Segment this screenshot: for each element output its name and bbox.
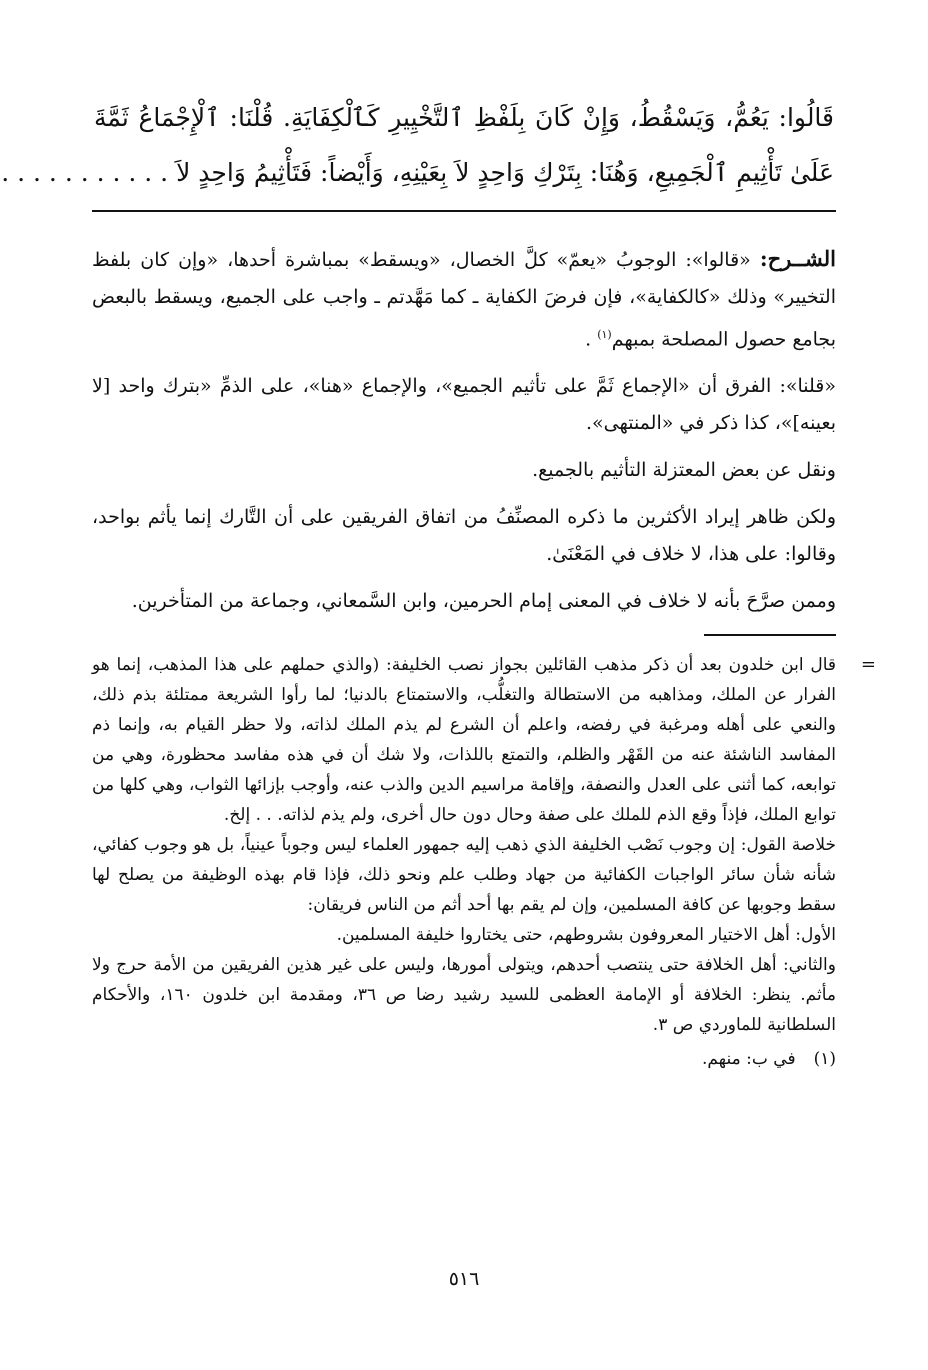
footnote-paragraph-2: خلاصة القول: إن وجوب نَصْب الخليفة الذي ذهب إليه جمهور العلماء ليس وجوباً عينياً، بل هو وجوب كفائي، شأنه شأن سائر الواجبات الكفائية من جهاد وطلب علم ونحو ذلك، فإذا قام بهذه الوظيفة من يصلح لها سقط وجوبها عن كافة المسلمين، وإن لم يقم بها أحد أثم من الناس فريقان: bbox=[92, 835, 836, 916]
page-body bbox=[1, 90, 876, 1074]
commentary-heading: الشــرح: bbox=[759, 246, 836, 271]
page-number: ٥١٦ bbox=[448, 1268, 480, 1290]
matn-text bbox=[1, 90, 836, 200]
footnote-divider bbox=[704, 634, 836, 636]
footnote-1-text: في ب: منهم. bbox=[701, 1049, 796, 1070]
footnote-paragraph-4: والثاني: أهل الخلافة حتى ينتصب أحدهم، ويتولى أمورها، وليس على غير هذين الفريقين من الأمة حرج ولا مأثم. ينظر: الخلافة أو الإمامة العظمى للسيد رشيد رضا ص ٣٦، ومقدمة ابن خلدون ١٦٠، والأحكام السلطانية للماوردي ص ٣. bbox=[92, 955, 837, 1036]
commentary-text-1: «قالوا»: الوجوبُ «يعمّ» كلَّ الخصال، «ويسقط» بمباشرة أحدها، «وإن كان بلفظ التخيير» وذلك «كالكفاية»، فإن فرضَ الكفاية ـ كما مَهَّدتم ـ واجب على الجميع، ويسقط بالبعض بجامع حصول المصلحة بمبهم bbox=[92, 249, 836, 351]
matn-line-2: عَلَىٰ تَأْثِيمِ ٱلْجَمِيعِ، وَهُنَا: بِتَرْكِ وَاحِدٍ لاَ بِعَيْنِهِ، وَأَيْضاً: فَتَأْثِيمُ وَاحِدٍ لاَ . . . . . . . . . . . bbox=[1, 158, 834, 187]
commentary-paragraph-1 bbox=[92, 240, 836, 358]
footnote-paragraph-3: الأول: أهل الاختيار المعروفون بشروطهم، حتى يختاروا خليفة المسلمين. bbox=[336, 925, 836, 946]
footnote-paragraph-1: قال ابن خلدون بعد أن ذكر مذهب القائلين بجواز نصب الخليفة: (والذي حملهم على هذا المذهب، إنما هو الفرار عن الملك، ومذاهبه من الاستطالة والتغلُّب، والاستمتاع بالدنيا؛ لما رأوا الشريعة ممتلئة بذم ذلك، والنعي على أهله ومرغبة في رفضه، واعلم أن الشرع لم يذم الملك لذاته، ولا حظر القيام به، وإنما ذم المفاسد الناشئة عنه من القَهْر والظلم، والتمتع باللذات، ولا شك أن في هذه مفاسد محظورة، وهي من توابعه، كما أثنى على العدل والنصفة، وإقامة مراسيم الدين والذب عنه، وأوجب بإزائها الثواب، وهي كلها من توابع الملك، فإذاً وقع الذم للملك على صفة وحال دون حال أخرى، ولم يذم لذاته. . . إلخ. bbox=[92, 655, 836, 826]
commentary-paragraph-3: ونقل عن بعض المعتزلة التأثيم بالجميع. bbox=[532, 459, 836, 482]
footnote-1-number: (١) bbox=[813, 1049, 836, 1070]
commentary-paragraph-2: «قلنا»: الفرق أن «الإجماع ثَمَّ على تأثيم الجميع»، والإجماع «هنا»، على الذمِّ «بترك واحد [لا بعينه]»، كذا ذكر في «المنتهى». bbox=[92, 375, 836, 435]
footnote-reference: (١) bbox=[597, 328, 612, 341]
continuation-mark: = bbox=[860, 654, 876, 676]
matn-divider bbox=[92, 210, 836, 212]
commentary-paragraph-4: ولكن ظاهر إيراد الأكثرين ما ذكره المصنِّفُ من اتفاق الفريقين على أن التَّارك إنما يأثم بواحد، وقالوا: على هذا، لا خلاف في المَعْنَىٰ. bbox=[92, 506, 837, 566]
matn-line-1: قَالُوا: يَعُمُّ، وَيَسْقُطُ، وَإِنْ كَانَ بِلَفْظِ ٱلتَّخْيِيرِ كَٱلْكِفَايَةِ. قُلْنَا: ٱلْإِجْمَاعُ ثَمَّةَ bbox=[94, 103, 834, 132]
footnotes bbox=[92, 650, 876, 1074]
footnote-1 bbox=[92, 1044, 836, 1074]
commentary-text-1-end: . bbox=[585, 328, 598, 351]
commentary bbox=[92, 240, 836, 620]
commentary-paragraph-5: وممن صرَّحَ بأنه لا خلاف في المعنى إمام الحرمين، وابن السَّمعاني، وجماعة من المتأخرين. bbox=[131, 590, 836, 613]
